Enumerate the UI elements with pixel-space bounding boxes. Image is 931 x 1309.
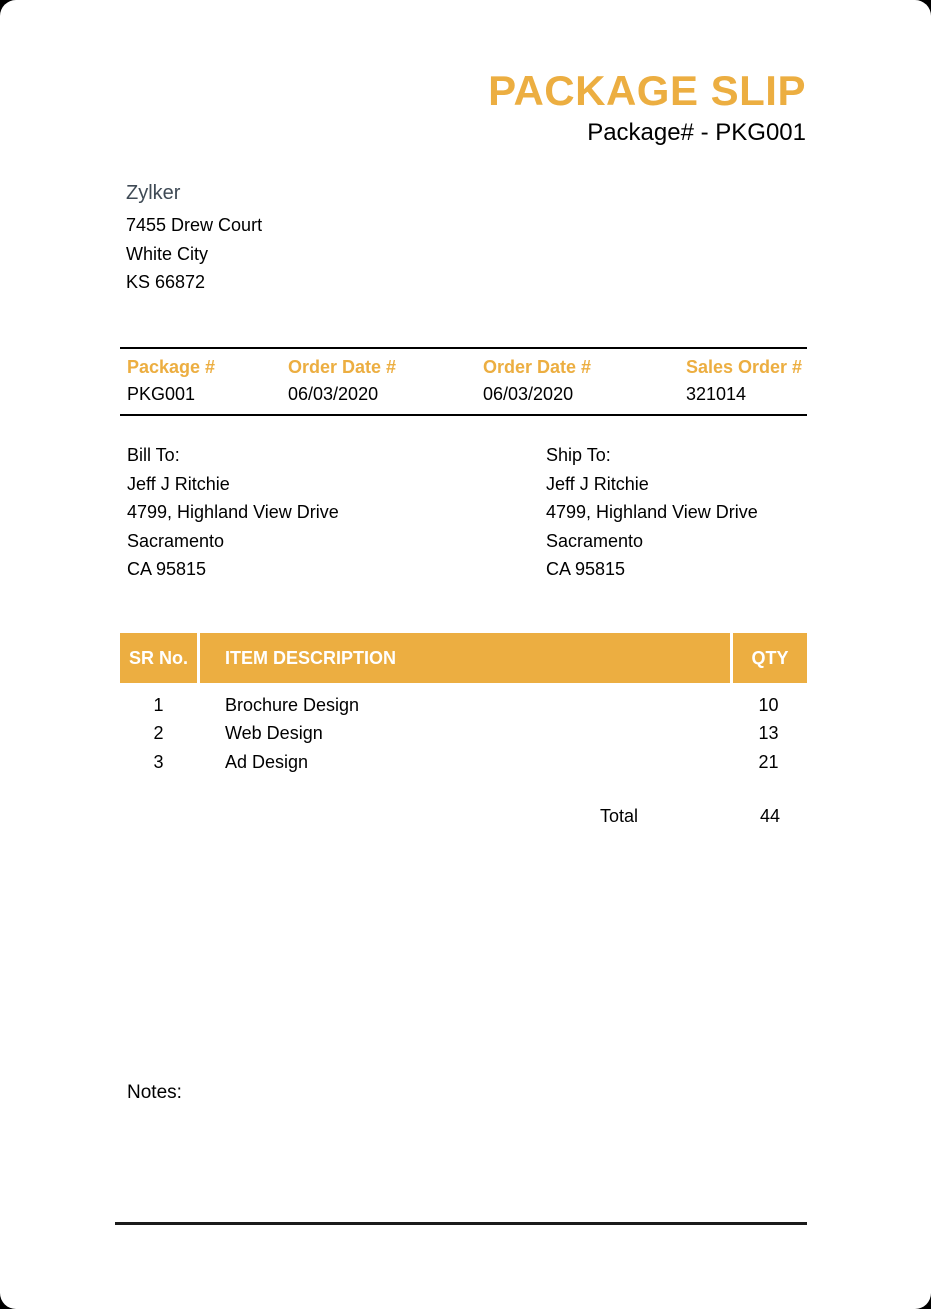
item-description: Web Design [225,723,323,744]
item-sr-no: 2 [153,723,164,744]
items-table-body [120,683,807,777]
document-title: PACKAGE SLIP [488,67,806,114]
item-sr-no: 3 [153,751,164,772]
notes-label: Notes: [127,1082,182,1103]
items-header-sr-no: SR No. [128,647,188,668]
details-value-order-date-1: 06/03/2020 [288,384,379,404]
items-table [120,633,807,777]
bill-to-line: Sacramento [127,530,225,551]
items-table-header [120,633,807,683]
ship-to-label: Ship To: [546,445,611,465]
company-address-block [126,179,262,297]
ship-to-line: 4799, Highland View Drive [546,502,758,522]
details-header-package: Package # [127,357,216,377]
bill-to-line: 4799, Highland View Drive [127,502,339,522]
ship-to-line: Jeff J Ritchie [546,473,649,494]
item-sr-no: 1 [153,694,164,715]
table-row [120,720,807,749]
item-qty: 13 [758,723,779,744]
company-address-line: 7455 Drew Court [126,215,263,235]
bill-to-block [127,441,339,584]
table-row [120,691,807,720]
bill-to-label: Bill To: [127,445,180,465]
details-value-order-date-2: 06/03/2020 [483,384,574,404]
items-header-qty: QTY [751,647,789,668]
company-address-line: KS 66872 [126,272,206,292]
item-qty: 10 [758,694,779,715]
company-name: Zylker [126,182,181,204]
items-header-description: ITEM DESCRIPTION [225,647,397,668]
details-value-package: PKG001 [127,384,196,404]
item-qty: 21 [758,751,779,772]
total-qty-value: 44 [759,806,781,826]
ship-to-line: CA 95815 [546,559,626,579]
ship-to-line: Sacramento [546,530,644,551]
bill-to-line: Jeff J Ritchie [127,473,230,494]
package-details-table [120,347,807,416]
total-label: Total [599,806,638,826]
total-row [120,802,807,830]
package-number: Package# - PKG001 [587,119,806,146]
bill-to-line: CA 95815 [127,559,207,579]
details-value-sales-order: 321014 [686,384,747,404]
footer-divider [115,1222,807,1225]
package-details-header-row [120,349,807,381]
ship-to-block [546,441,758,584]
details-header-sales-order: Sales Order # [686,357,803,377]
company-address-line: White City [126,243,209,264]
details-header-order-date-1: Order Date # [288,357,397,377]
package-details-value-row [120,381,807,414]
details-header-order-date-2: Order Date # [483,357,592,377]
table-row [120,748,807,777]
document-header [488,67,806,146]
item-description: Ad Design [225,751,309,772]
item-description: Brochure Design [225,694,360,715]
